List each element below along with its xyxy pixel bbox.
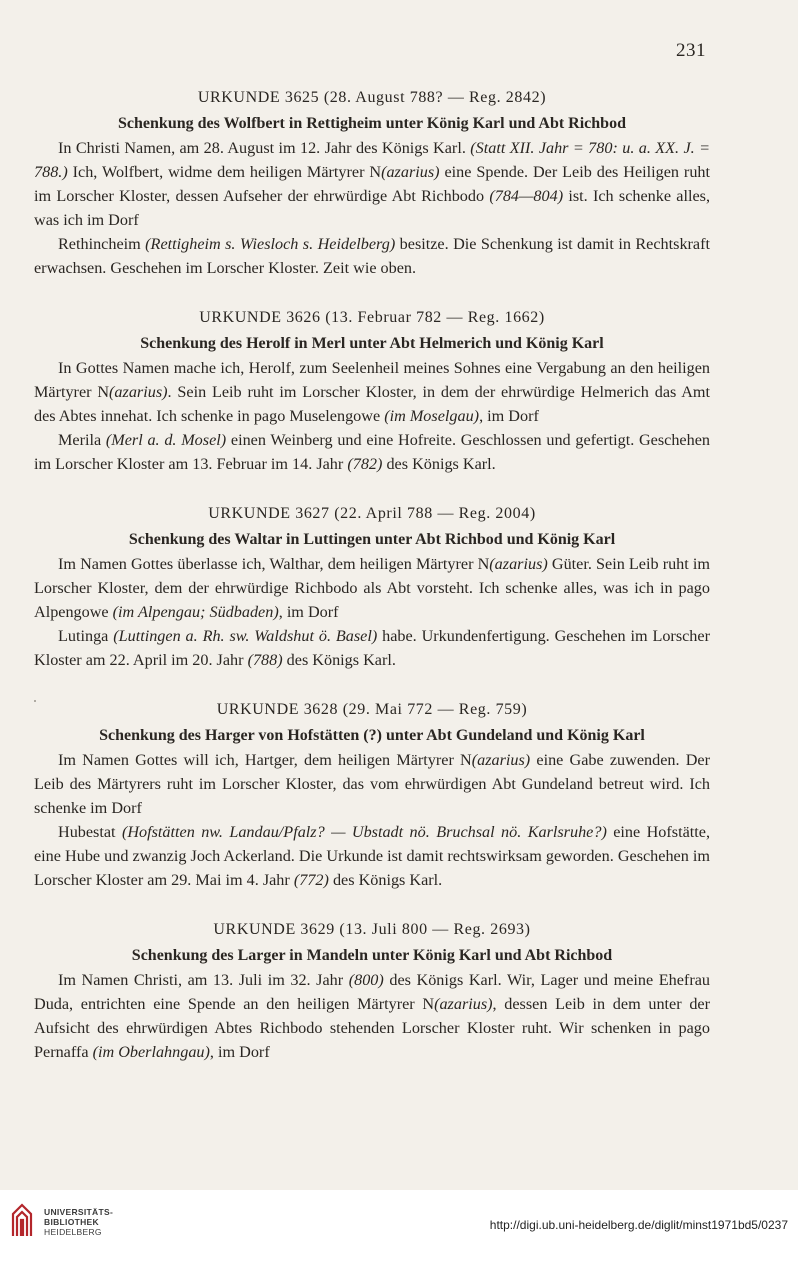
editorial-note: (Statt XII. Jahr = 780: u. a. XX. J. = 788.): [34, 139, 711, 181]
university-library-logo-icon[interactable]: [10, 1200, 34, 1240]
editorial-note: (azarius): [489, 555, 548, 573]
text-run: , im Dorf: [479, 407, 539, 425]
urkunde-title: Schenkung des Harger von Hofstätten (?) unter Abt Gundeland und König Karl: [99, 727, 645, 744]
editorial-note: (azarius): [381, 163, 440, 181]
text-run: Rethincheim: [58, 235, 146, 253]
editorial-note: (azarius): [471, 751, 531, 769]
library-name-line1: UNIVERSITÄTS-: [44, 1207, 114, 1217]
footer-bar: [0, 1190, 798, 1263]
text-run: In Gottes Namen mache ich, Herolf, zum Seelenheil meines Sohnes eine Vergabung an den heiligen Märtyrer N: [34, 359, 710, 401]
editorial-note: (784—804): [489, 187, 564, 205]
library-name-line2: BIBLIOTHEK: [44, 1217, 99, 1227]
page-number: 231: [676, 40, 706, 61]
editorial-note: (772): [293, 871, 329, 889]
text-run: Merila: [58, 431, 106, 449]
urkunde-paragraph: [34, 748, 710, 820]
urkunde-block: [34, 918, 710, 1064]
urkunde-block: [34, 86, 710, 280]
text-run: besitze. Die Schenkung ist damit in Rechtskraft erwachsen. Geschehen im Lorscher Kloster. Zeit wie oben.: [34, 235, 710, 277]
urkunde-block: [34, 306, 710, 476]
text-run: Hubestat: [58, 823, 122, 841]
text-run: Im Namen Gottes überlasse ich, Walthar, dem heiligen Märtyrer N: [58, 555, 490, 573]
editorial-note: (Luttingen a. Rh. sw. Waldshut ö. Basel): [113, 627, 378, 645]
text-run: , im Dorf: [278, 603, 339, 621]
urkunde-title: Schenkung des Larger in Mandeln unter König Karl und Abt Richbod: [131, 947, 613, 964]
text-run: eine Spende. Der Leib des Heiligen ruht im Lorscher Kloster, dessen Aufseher der ehrwürdige Abt Richbodo: [34, 163, 710, 205]
editorial-note: (im Moselgau): [384, 407, 480, 425]
urkunde-paragraph: [34, 624, 710, 672]
text-run: eine Gabe zuwenden. Der Leib des Märtyrers ruht im Lorscher Kloster, das vom ehrwürdigen Abt Gundeland betreut wird. Ich schenke im Dorf: [34, 751, 710, 817]
document-body: [34, 86, 710, 1090]
urkunde-paragraph: [34, 428, 710, 476]
urkunde-heading: URKUNDE 3626 (13. Februar 782 — Reg. 1662): [199, 309, 545, 326]
editorial-note: (782): [347, 455, 383, 473]
text-run: Im Namen Gottes will ich, Hartger, dem heiligen Märtyrer N: [58, 751, 472, 769]
editorial-note: (im Alpengau; Südbaden): [112, 603, 279, 621]
editorial-note: (Rettigheim s. Wiesloch s. Heidelberg): [145, 235, 396, 253]
text-run: des Königs Karl.: [328, 871, 443, 889]
library-name[interactable]: [44, 1207, 113, 1237]
urkunde-title: Schenkung des Wolfbert in Rettigheim unter König Karl und Abt Richbod: [118, 115, 626, 132]
urkunde-paragraph: [34, 232, 710, 280]
text-run: , dessen Leib in dem unter der Aufsicht des ehrwürdigen Abtes Richbodo stehenden Lorscher Kloster ruht. Wir schenken in pago Pernaffa: [34, 995, 710, 1061]
urkunde-heading: URKUNDE 3627 (22. April 788 — Reg. 2004): [208, 505, 536, 522]
text-run: In Christi Namen, am 28. August im 12. Jahr des Königs Karl.: [58, 139, 471, 157]
text-run: einen Weinberg und eine Hofreite. Geschlossen und gefertigt. Geschehen im Lorscher Kloster am 13. Februar im 14. Jahr: [34, 431, 710, 473]
urkunde-title: Schenkung des Herolf in Merl unter Abt Helmerich und König Karl: [140, 335, 604, 352]
urkunde-block: [34, 502, 710, 672]
urkunde-heading: URKUNDE 3628 (29. Mai 772 — Reg. 759): [216, 701, 528, 718]
text-run: des Königs Karl.: [282, 651, 396, 669]
urkunde-block: [34, 698, 710, 892]
editorial-note: (Merl a. d. Mosel): [105, 431, 227, 449]
urkunde-paragraph: [34, 552, 710, 624]
urkunde-paragraph: [34, 356, 710, 428]
editorial-note: (im Oberlahngau): [92, 1043, 210, 1061]
text-run: . Sein Leib ruht im Lorscher Kloster, in dem der ehrwürdige Helmerich das Amt des Abtes innehat. Ich schenke in pago Muselengowe: [34, 383, 711, 425]
text-run: des Königs Karl. Wir, Lager und meine Ehefrau Duda, entrichten eine Spende an den heiligen Märtyrer N: [34, 971, 710, 1013]
editorial-note: (788): [247, 651, 283, 669]
text-run: , im Dorf: [209, 1043, 270, 1061]
text-run: eine Hofstätte, eine Hube und zwanzig Joch Ackerland. Die Urkunde ist damit rechtswirksam geworden. Geschehen im Lorscher Kloster am 29. Mai im 4. Jahr: [34, 823, 710, 889]
text-run: des Königs Karl.: [382, 455, 496, 473]
editorial-note: (800): [348, 971, 384, 989]
urkunde-paragraph: [34, 136, 710, 232]
editorial-note: (azarius): [434, 995, 493, 1013]
urkunde-paragraph: [34, 968, 710, 1064]
text-run: habe. Urkundenfertigung. Geschehen im Lorscher Kloster am 22. April im 20. Jahr: [34, 627, 710, 669]
editorial-note: (Hofstätten nw. Landau/Pfalz? — Ubstadt nö. Bruchsal nö. Karlsruhe?): [121, 823, 607, 841]
text-run: Im Namen Christi, am 13. Juli im 32. Jahr: [58, 971, 349, 989]
text-run: Lutinga: [58, 627, 114, 645]
editorial-note: (azarius): [109, 383, 168, 401]
urkunde-paragraph: [34, 820, 710, 892]
text-run: ist. Ich schenke alles, was ich im Dorf: [34, 187, 710, 229]
text-run: Ich, Wolfbert, widme dem heiligen Märtyrer N: [67, 163, 382, 181]
source-url-link[interactable]: http://digi.ub.uni-heidelberg.de/diglit/minst1971bd5/0237: [489, 1218, 788, 1232]
urkunde-heading: URKUNDE 3625 (28. August 788? — Reg. 2842): [197, 89, 547, 106]
library-name-line3: HEIDELBERG: [44, 1227, 102, 1237]
urkunde-heading: URKUNDE 3629 (13. Juli 800 — Reg. 2693): [213, 921, 531, 938]
text-run: Güter. Sein Leib ruht im Lorscher Kloster, dem der ehrwürdige Richbodo als Abt vorsteht. Ich schenke alles, was ich in pago Alpengowe: [34, 555, 710, 621]
urkunde-title: Schenkung des Waltar in Luttingen unter Abt Richbod und König Karl: [128, 531, 616, 548]
